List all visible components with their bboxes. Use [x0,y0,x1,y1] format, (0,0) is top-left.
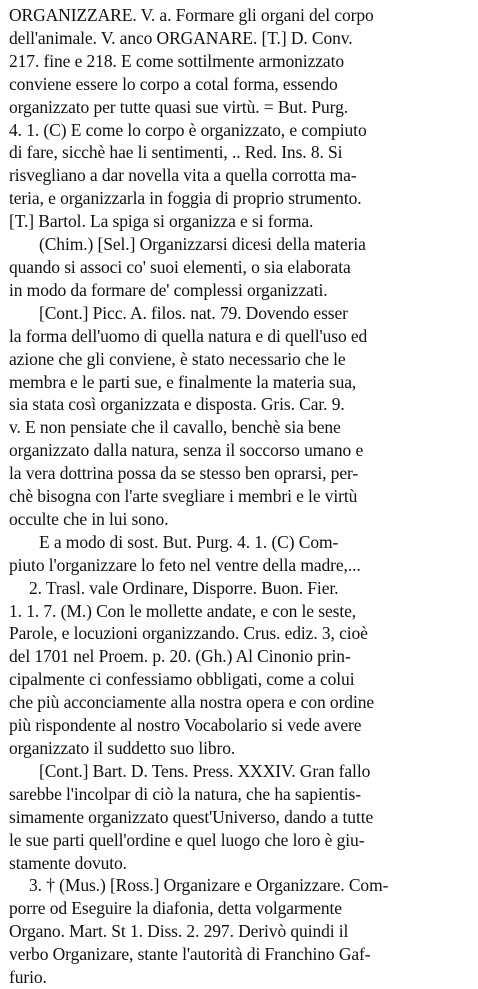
text-line: [Cont.] Picc. A. filos. nat. 79. Dovendo esser [39,302,348,323]
text-line: piuto l'organizzare lo feto nel ventre della madre,... [9,554,361,575]
text-line: più rispondente al nostro Vocabolario si vede avere [9,715,362,736]
text-line: verbo Organizare, stante l'autorità di Franchino Gaf- [9,944,371,965]
text-line: Parole, e locuzioni organizzando. Crus. ediz. 3, cioè [9,623,368,644]
chimica-entry [9,233,469,302]
text-line: quando si associ co' suoi elementi, o sia elaborata [9,256,351,277]
text-line: la vera dottrina possa da se stesso ben oprarsi, per- [9,463,359,484]
text-line: risvegliano a dar novella vita a quella corrotta ma- [9,165,357,186]
text-line: organizzato il suddetto suo libro. [9,738,236,758]
text-line: E a modo di sost. But. Purg. 4. 1. (C) Com- [39,531,339,552]
definition-2 [9,577,469,760]
text-line: dell'animale. V. anco ORGANARE. [T.] D. Conv. [9,27,353,48]
text-line: porre od Eseguire la diafonia, detta volgarmente [9,898,342,919]
text-line: 4. 1. (C) E come lo corpo è organizzato, e compiuto [9,119,367,140]
text-line: [Cont.] Bart. D. Tens. Press. XXXIV. Gran fallo [39,760,371,781]
text-line: [T.] Bartol. La spiga si organizza e si forma. [9,211,314,232]
text-line: 217. fine e 218. E come sottilmente armonizzato [9,50,344,71]
definition-3 [9,874,469,989]
text-line: che più acconciamente alla nostra opera e con ordine [9,692,375,713]
text-line: in modo da formare de' complessi organizzati. [9,279,328,300]
text-line: occulte che in lui sono. [9,508,169,529]
text-line: v. E non pensiate che il cavallo, benchè sia bene [9,417,341,438]
text-line: ORGANIZZARE. V. a. Formare gli organi del corpo [9,5,374,25]
text-line: cipalmente ci confessiamo obbligati, come a colui [9,669,355,690]
substantive-usage [9,531,469,577]
text-line: conviene essere lo corpo a cotal forma, essendo [9,73,338,94]
text-line: organizzato per tutte quasi sue virtù. = But. Purg. [9,96,348,117]
text-line: furio. [9,967,47,988]
text-line: Organo. Mart. St 1. Diss. 2. 297. Derivò quindi il [9,921,349,942]
text-line: azione che gli conviene, è stato necessario che le [9,348,346,369]
text-line: 2. Trasl. vale Ordinare, Disporre. Buon. Fier. [29,577,339,598]
text-line: 1. 1. 7. (M.) Con le mollette andate, e con le seste, [9,600,357,621]
citation-bartoli [9,760,469,875]
text-line: la forma dell'uomo di quella natura e di quell'uso ed [9,325,368,346]
text-line: del 1701 nel Proem. p. 20. (Gh.) Al Cinonio prin- [9,646,351,667]
text-line: membra e le parti sue, e finalmente la materia sua, [9,371,357,392]
definition-1 [9,4,469,233]
citation-piccolomini [9,302,469,531]
text-line: sia stata così organizzata e disposta. Gris. Car. 9. [9,394,345,415]
text-line: teria, e organizzarla in foggia di proprio strumento. [9,188,362,209]
text-line: simamente organizzato quest'Universo, dando a tutte [9,806,374,827]
text-line: di fare, sicchè hae li sentimenti, .. Red. Ins. 8. Si [9,142,343,163]
text-line: le sue parti quell'ordine e quel luogo che loro è giu- [9,829,365,850]
text-line: 3. † (Mus.) [Ross.] Organizare e Organizzare. Com- [29,875,389,896]
text-line: sarebbe l'incolpar di ciò la natura, che ha sapientis- [9,783,361,804]
text-line: stamente dovuto. [9,852,127,873]
text-line: (Chim.) [Sel.] Organizzarsi dicesi della materia [39,234,366,255]
text-line: organizzato dalla natura, senza il soccorso umano e [9,440,364,461]
text-line: chè bisogna con l'arte svegliare i membri e le virtù [9,486,358,507]
